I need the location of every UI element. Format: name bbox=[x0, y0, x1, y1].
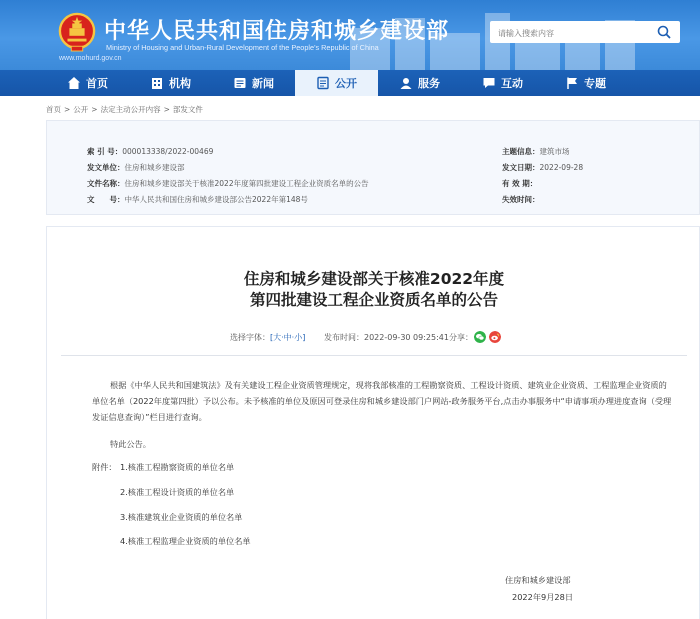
share-label: 分享： bbox=[449, 333, 473, 342]
site-title[interactable]: 中华人民共和国住房和城乡建设部 bbox=[104, 19, 450, 44]
meta-docname: 文件名称：住房和城乡建设部关于核准2022年度第四批建设工程企业资质名单的公告 bbox=[87, 179, 369, 188]
meta-index: 索 引 号：000013338/2022-00469 bbox=[87, 147, 214, 156]
site-subtitle: Ministry of Housing and Urban-Rural Development of the People's Republic of China bbox=[106, 43, 379, 52]
font-size-selector: 选择字体：[大·中·小] bbox=[230, 333, 306, 342]
home-icon bbox=[67, 76, 81, 90]
meta-issuer: 发文单位：住房和城乡建设部 bbox=[87, 163, 185, 172]
meta-date: 发文日期：2022-09-28 bbox=[502, 163, 584, 172]
meta-docno: 文 号：中华人民共和国住房和城乡建设部公告2022年第148号 bbox=[87, 195, 308, 204]
font-large-link[interactable]: 大 bbox=[273, 333, 282, 342]
document-icon bbox=[316, 76, 330, 90]
nav-item-label: 专题 bbox=[584, 77, 606, 90]
meta-valid: 有 效 期： bbox=[502, 179, 538, 188]
attachment-link-4[interactable]: 4.核准工程监理企业资质的单位名单 bbox=[120, 536, 251, 546]
signature-date: 2022年9月28日 bbox=[512, 592, 574, 602]
breadcrumb: 首页 > 公开 > 法定主动公开内容 > 部发文件 bbox=[46, 105, 203, 114]
nav-item-news[interactable] bbox=[212, 70, 295, 96]
breadcrumb-public[interactable]: 公开 bbox=[73, 105, 89, 114]
nav-item-label: 互动 bbox=[501, 77, 523, 90]
meta-status: 失效时间： bbox=[502, 195, 540, 204]
breadcrumb-statutory[interactable]: 法定主动公开内容 bbox=[100, 105, 161, 114]
nav-item-label: 服务 bbox=[418, 77, 440, 90]
article bbox=[46, 226, 700, 619]
national-emblem-icon[interactable] bbox=[58, 12, 96, 52]
attachments-label: 附件： bbox=[92, 462, 117, 472]
signature-organization: 住房和城乡建设部 bbox=[505, 575, 571, 585]
nav-item-label: 公开 bbox=[335, 77, 357, 90]
search-box bbox=[490, 21, 680, 43]
publish-time: 发布时间：2022-09-30 09:25:41 bbox=[324, 333, 449, 342]
document-metadata bbox=[46, 120, 700, 215]
nav-item-label: 新闻 bbox=[252, 77, 274, 90]
meta-topic: 主题信息：建筑市场 bbox=[502, 147, 570, 156]
site-url: www.mohurd.gov.cn bbox=[59, 55, 122, 62]
nav-item-home[interactable] bbox=[46, 70, 129, 96]
search-icon[interactable] bbox=[657, 25, 671, 39]
nav-item-label: 首页 bbox=[86, 77, 108, 90]
font-small-link[interactable]: 小 bbox=[294, 333, 303, 342]
nav-item-interaction[interactable] bbox=[461, 70, 544, 96]
wechat-icon[interactable] bbox=[474, 331, 486, 343]
article-title-line2: 第四批建设工程企业资质名单的公告 bbox=[249, 291, 498, 309]
search-input[interactable] bbox=[490, 23, 650, 45]
font-medium-link[interactable]: 中 bbox=[283, 333, 292, 342]
site-header bbox=[0, 0, 700, 70]
article-paragraph-2: 特此公告。 bbox=[110, 439, 151, 449]
weibo-icon[interactable] bbox=[489, 331, 501, 343]
breadcrumb-ministry-docs[interactable]: 部发文件 bbox=[172, 105, 203, 114]
breadcrumb-home[interactable]: 首页 bbox=[46, 105, 61, 114]
main-nav bbox=[0, 70, 700, 96]
attachment-link-1[interactable]: 1.核准工程勘察资质的单位名单 bbox=[120, 462, 235, 472]
nav-item-service[interactable] bbox=[378, 70, 461, 96]
toolbar-divider bbox=[61, 355, 687, 356]
building-icon bbox=[150, 76, 164, 90]
nav-item-public[interactable] bbox=[295, 70, 378, 96]
attachment-link-3[interactable]: 3.核准建筑业企业资质的单位名单 bbox=[120, 512, 243, 522]
nav-item-organization[interactable] bbox=[129, 70, 212, 96]
service-icon bbox=[399, 76, 413, 90]
news-icon bbox=[233, 76, 247, 90]
article-title-line1: 住房和城乡建设部关于核准2022年度 bbox=[243, 270, 505, 288]
attachment-link-2[interactable]: 2.核准工程设计资质的单位名单 bbox=[120, 487, 235, 497]
nav-item-topics[interactable] bbox=[544, 70, 627, 96]
chat-icon bbox=[482, 76, 496, 90]
flag-icon bbox=[565, 76, 579, 90]
article-paragraph-1: 根据《中华人民共和国建筑法》及有关建设工程企业资质管理规定，现将我部核准的工程勘察资质、工程设计资质、建筑业企业资质、工程监理企业资质的单位名单（2022年度第四批）予以公布。未予核准的单位及原因可登录住房和城乡建设部门户网站-政务服务平台,点击办事服务中“申请事项办理进度查询（受理发证信息查询）”栏目进行查询。 bbox=[92, 380, 672, 422]
nav-item-label: 机构 bbox=[169, 77, 191, 90]
